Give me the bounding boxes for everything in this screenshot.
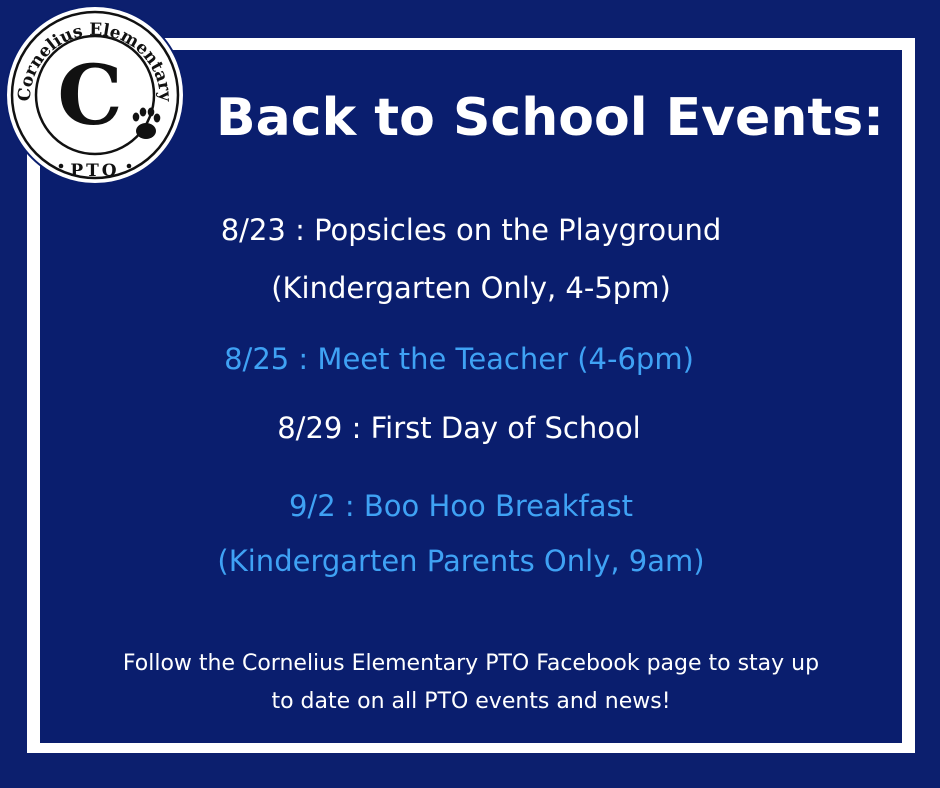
logo-arc-text: Cornelius Elementary xyxy=(14,19,176,103)
event-boo-hoo-line1: 9/2 : Boo Hoo Breakfast xyxy=(288,489,634,523)
logo-dot-left xyxy=(59,164,64,169)
page-title: Back to School Events: xyxy=(216,88,884,148)
event-meet-teacher: 8/25 : Meet the Teacher (4-6pm) xyxy=(224,342,694,376)
logo-letter: C xyxy=(57,48,123,144)
event-popsicles-line1: 8/23 : Popsicles on the Playground xyxy=(220,213,722,247)
footer-note xyxy=(40,645,902,721)
event-popsicles-line2: (Kindergarten Only, 4-5pm) xyxy=(271,271,671,305)
logo-dot-right xyxy=(127,164,132,169)
cornelius-pto-logo xyxy=(4,4,186,186)
footer-line-1: Follow the Cornelius Elementary PTO Facebook page to stay up xyxy=(122,651,820,676)
event-first-day: 8/29 : First Day of School xyxy=(277,411,641,445)
logo-bottom-text: PTO xyxy=(70,161,120,181)
footer-line-2: to date on all PTO events and news! xyxy=(271,689,671,714)
event-boo-hoo-line2: (Kindergarten Parents Only, 9am) xyxy=(217,544,705,578)
